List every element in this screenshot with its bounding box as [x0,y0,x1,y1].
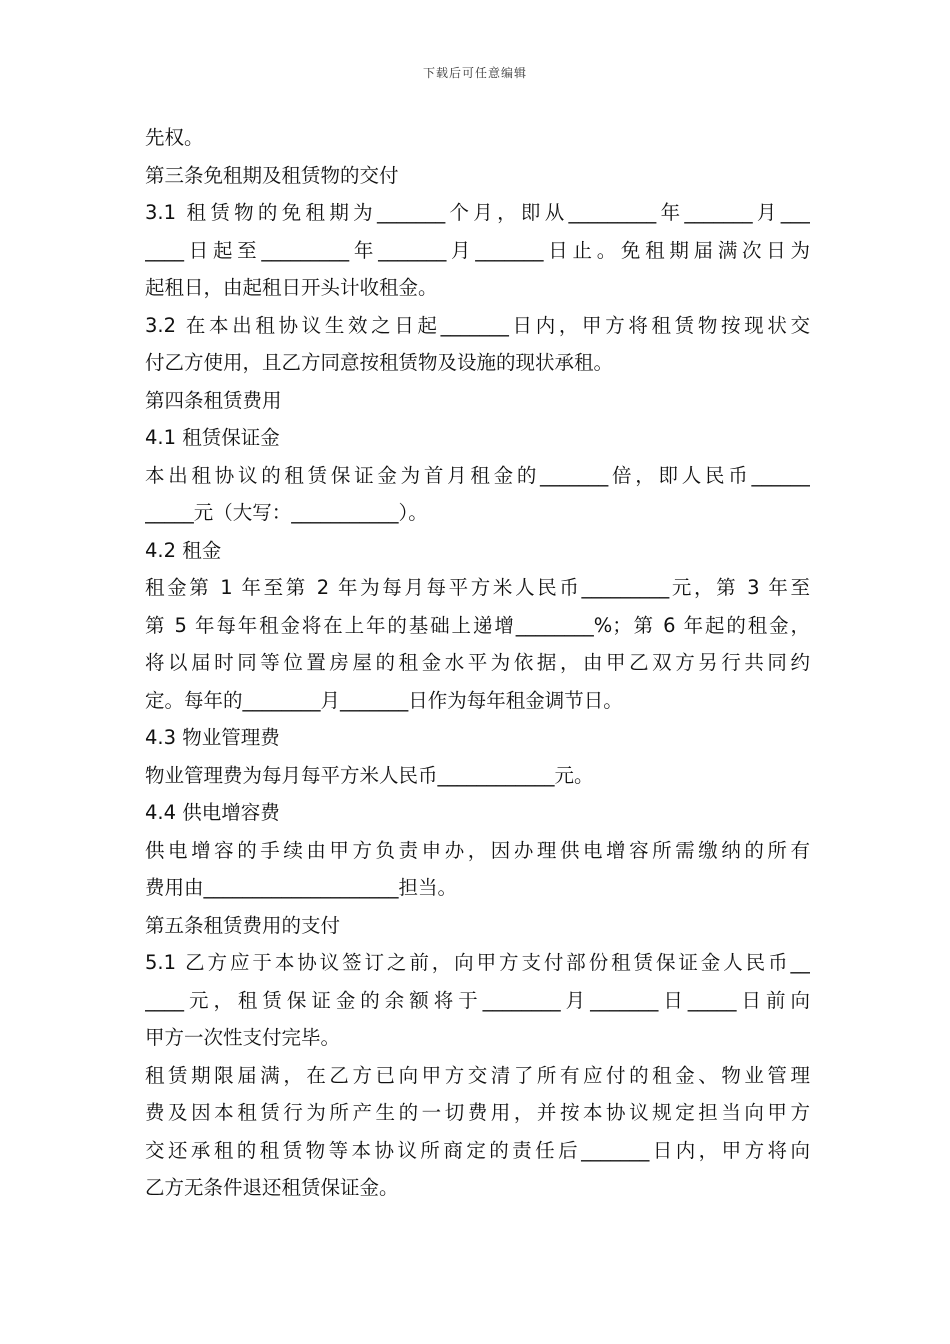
text-line: 甲方一次性支付完毕。 [145,1026,341,1049]
text-line: 3.2 在本出租协议生效之日起_______日内，甲方将租赁物按现状交 [145,313,810,337]
text-line: 本出租协议的租赁保证金为首月租金的_______倍，即人民币______ [145,463,810,487]
subsection-heading: 4.1 租赁保证金 [145,426,280,449]
text-line: 乙方无条件退还租赁保证金。 [145,1176,399,1199]
section-heading: 第三条免租期及租赁物的交付 [145,163,399,187]
text-line: 租金第 1 年至第 2 年为每月每平方米人民币_________元，第 3 年至 [145,576,810,599]
text-line: ____日起至_________年_______月_______日止。免租期届满次日为 [145,238,810,262]
document-body [145,119,810,1207]
text-line: 付乙方使用，且乙方同意按租赁物及设施的现状承租。 [145,351,614,374]
text-line: _____元（大写：___________）。 [145,501,428,524]
text-line: ____元，租赁保证金的余额将于________月_______日_____日前向 [145,988,810,1012]
text-line: 物业管理费为每月每平方米人民币____________元。 [145,763,594,787]
section-heading: 第四条租赁费用 [145,388,282,412]
text-line: 供电增容的手续由甲方负责申办，因办理供电增容所需缴纳的所有 [145,838,810,862]
text-line: 租赁期限届满，在乙方已向甲方交清了所有应付的租金、物业管理 [145,1063,810,1087]
text-line: 费及因本租赁行为所产生的一切费用，并按本协议规定担当向甲方 [145,1101,810,1124]
text-line: 第 5 年每年租金将在上年的基础上递增________%；第 6 年起的租金， [145,613,810,637]
subsection-heading: 4.3 物业管理费 [145,726,280,749]
subsection-heading: 4.2 租金 [145,538,222,562]
text-line: 起租日，由起租日开头计收租金。 [145,276,438,299]
text-line: 定。每年的________月_______日作为每年租金调节日。 [145,688,623,712]
subsection-heading: 4.4 供电增容费 [145,801,280,824]
section-heading: 第五条租赁费用的支付 [145,913,341,937]
text-line: 将以届时同等位置房屋的租金水平为依据，由甲乙双方另行共同约 [145,651,810,674]
text-line: 3.1 租赁物的免租期为_______个月，即从_________年_______月___ [145,201,810,224]
text-line: 先权。 [145,126,204,149]
page-header-note: 下载后可任意编辑 [422,66,527,80]
text-line: 5.1 乙方应于本协议签订之前，向甲方支付部份租赁保证金人民币__ [145,951,810,974]
text-line: 交还承租的租赁物等本协议所商定的责任后_______日内，甲方将向 [145,1138,810,1162]
text-line: 费用由____________________担当。 [145,876,458,899]
